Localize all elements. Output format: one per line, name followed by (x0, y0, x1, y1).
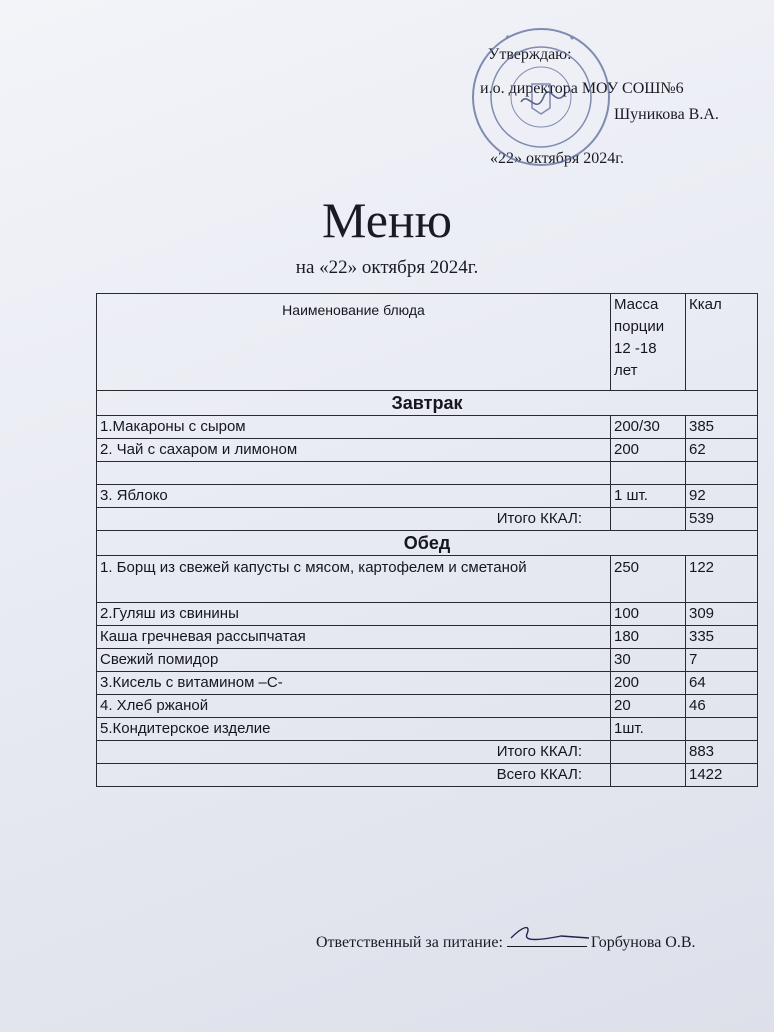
dish-mass: 180 (611, 626, 686, 649)
dish-mass: 20 (611, 695, 686, 718)
dish-kcal: 335 (686, 626, 758, 649)
header-mass-line: Масса (614, 296, 659, 313)
grand-total-label: Всего ККАЛ: (97, 764, 611, 787)
total-value: 883 (686, 741, 758, 764)
table-row (97, 672, 758, 695)
header-dish-name: Наименование блюда (97, 294, 611, 391)
dish-name: 4. Хлеб ржаной (97, 695, 611, 718)
dish-mass: 1 шт. (611, 485, 686, 508)
dish-mass: 200 (611, 672, 686, 695)
dish-kcal: 46 (686, 695, 758, 718)
total-row-lunch (97, 741, 758, 764)
dish-kcal: 122 (686, 556, 758, 603)
page-subtitle: на «22» октября 2024г. (295, 257, 479, 278)
dish-kcal: 92 (686, 485, 758, 508)
responsible-signature (316, 932, 696, 952)
dish-name: 2. Чай с сахаром и лимоном (97, 439, 611, 462)
total-value: 539 (686, 508, 758, 531)
dish-name: Каша гречневая рассыпчатая (97, 626, 611, 649)
section-title-breakfast: Завтрак (97, 391, 758, 416)
grand-total-row (97, 764, 758, 787)
dish-mass: 200 (611, 439, 686, 462)
approval-date: «22» октября 2024г. (490, 150, 624, 167)
section-row-breakfast (97, 391, 758, 416)
section-title-lunch: Обед (97, 531, 758, 556)
table-row (97, 649, 758, 672)
header-kcal: Ккал (686, 294, 758, 391)
table-row (97, 462, 758, 485)
approval-position: и.о. директора МОУ СОШ№6 (480, 80, 684, 97)
dish-name: 2.Гуляш из свинины (97, 603, 611, 626)
total-row-breakfast (97, 508, 758, 531)
total-label: Итого ККАЛ: (97, 741, 611, 764)
total-mass-empty (611, 741, 686, 764)
total-label: Итого ККАЛ: (97, 508, 611, 531)
dish-name: 1. Борщ из свежей капусты с мясом, картофелем и сметаной (97, 556, 611, 603)
responsible-label: Ответственный за питание: (316, 934, 503, 951)
approval-name: Шуникова В.А. (614, 106, 719, 123)
table-row (97, 556, 758, 603)
responsible-name: Горбунова О.В. (590, 934, 696, 951)
header-mass-line: лет (614, 362, 638, 379)
handwritten-signature (501, 918, 591, 948)
dish-mass: 30 (611, 649, 686, 672)
dish-name: 1.Макароны с сыром (97, 416, 611, 439)
dish-name: 5.Кондитерское изделие (97, 718, 611, 741)
dish-name: 3. Яблоко (97, 485, 611, 508)
dish-name: 3.Кисель с витамином –С- (97, 672, 611, 695)
header-mass-line: 12 -18 (614, 340, 657, 357)
dish-name (97, 462, 611, 485)
total-mass-empty (611, 508, 686, 531)
grand-total-value: 1422 (686, 764, 758, 787)
dish-kcal: 64 (686, 672, 758, 695)
section-row-lunch (97, 531, 758, 556)
dish-kcal (686, 462, 758, 485)
approval-title: Утверждаю: (488, 46, 572, 63)
dish-kcal: 309 (686, 603, 758, 626)
header-mass-line: порции (614, 318, 665, 335)
dish-kcal: 7 (686, 649, 758, 672)
table-row (97, 416, 758, 439)
signature-line (507, 932, 587, 947)
header-portion-mass (611, 294, 686, 391)
dish-kcal (686, 718, 758, 741)
dish-mass: 250 (611, 556, 686, 603)
page-title: Меню (321, 192, 453, 248)
dish-kcal: 62 (686, 439, 758, 462)
dish-mass: 200/30 (611, 416, 686, 439)
table-row (97, 603, 758, 626)
dish-name: Свежий помидор (97, 649, 611, 672)
table-row (97, 718, 758, 741)
grand-total-mass-empty (611, 764, 686, 787)
table-row (97, 626, 758, 649)
table-header-row (97, 294, 758, 391)
table-row (97, 695, 758, 718)
dish-mass (611, 462, 686, 485)
dish-kcal: 385 (686, 416, 758, 439)
dish-mass: 100 (611, 603, 686, 626)
table-row (97, 485, 758, 508)
dish-mass: 1шт. (611, 718, 686, 741)
table-row (97, 439, 758, 462)
menu-table (96, 293, 758, 787)
